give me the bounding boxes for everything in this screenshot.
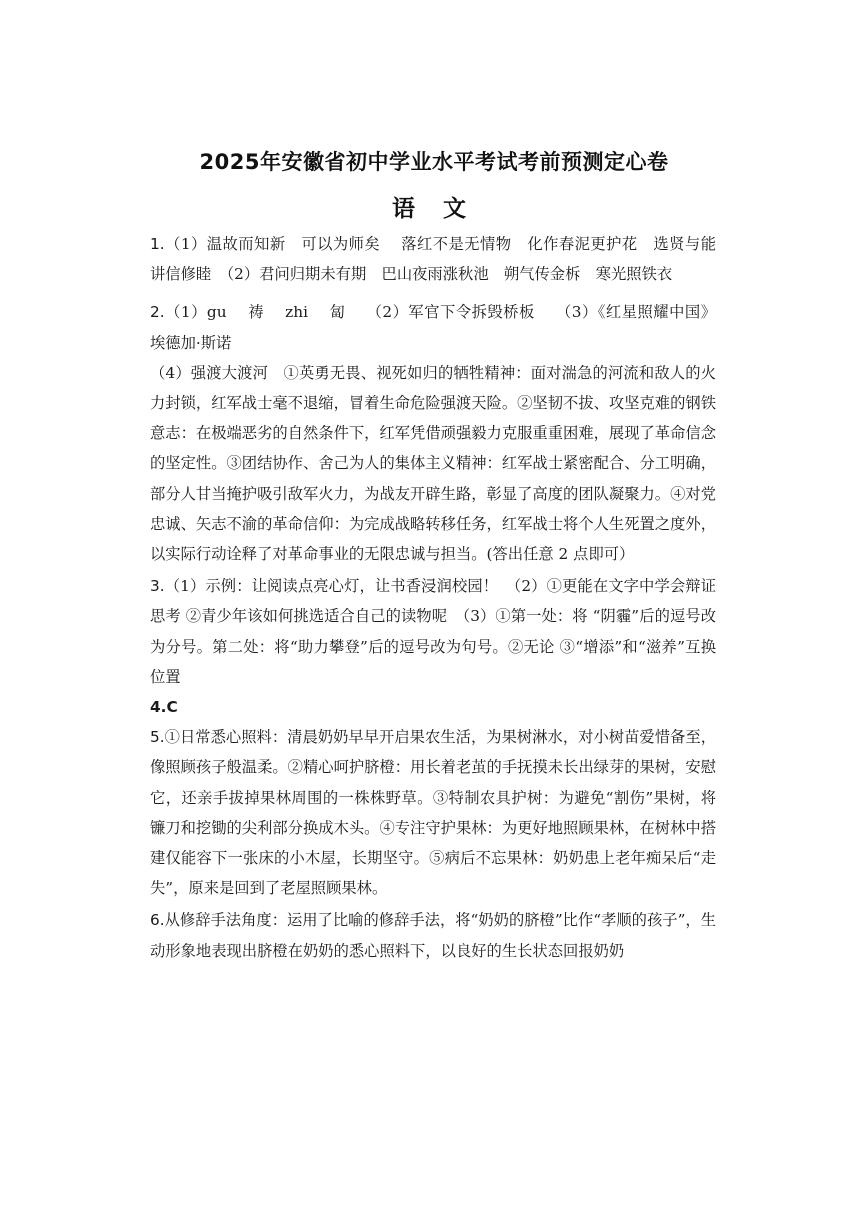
- answer-item-2: [150, 297, 716, 357]
- answer-item-5: [150, 722, 716, 903]
- answer-item-3: [150, 571, 716, 692]
- answer-text: （1）示例：让阅读点亮心灯，让书香浸润校园！ （2）①更能在文字中学会辩证思考 ②青少年该如何挑选适合自己的读物呢 （3）①第一处：将 “阴霾”后的逗号改为分号。第二处：将“助力攀登”后的逗号改为句号。②无论 ③“增添”和“滋养”互换位置: [150, 577, 716, 686]
- answer-body: [150, 229, 732, 966]
- answer-text: （4）强渡大渡河 ①英勇无畏、视死如归的牺牲精神：面对湍急的河流和敌人的火力封锁，红军战士毫不退缩，冒着生命危险强渡天险。②坚韧不拔、攻坚克难的钢铁意志：在极端恶劣的自然条件下，红军凭借顽强毅力克服重重困难，展现了革命信念的坚定性。③团结协作、舍己为人的集体主义精神：红军战士紧密配合、分工明确，部分人甘当掩护吸引敌军火力，为战友开辟生路，彰显了高度的团队凝聚力。④对党忠诚、矢志不渝的革命信仰：为完成战略转移任务，红军战士将个人生死置之度外，以实际行动诠释了对革命事业的无限忠诚与担当。(答出任意 2 点即可）: [150, 363, 716, 564]
- answer-text: （1）温故而知新 可以为师矣 落红不是无情物 化作春泥更护花 选贤与能 讲信修睦 （2）君问归期未有期 巴山夜雨涨秋池 朔气传金柝 寒光照铁衣: [150, 235, 732, 284]
- answer-number: 4.: [150, 698, 167, 717]
- answer-item-1: [150, 229, 732, 289]
- answer-text: （1）gu 祷 zhi 匐 （2）军官下令拆毁桥板 （3）《红星照耀中国》 埃德加·斯诺: [150, 303, 716, 352]
- answer-text: 从修辞手法角度：运用了比喻的修辞手法，将“奶奶的脐橙”比作“孝顺的孩子”，生动形象地表现出脐橙在奶奶的悉心照料下，以良好的生长状态回报奶奶: [150, 911, 716, 960]
- answer-text: C: [166, 698, 178, 717]
- answer-number: 6.: [150, 911, 165, 930]
- answer-number: 1.: [150, 235, 165, 253]
- answer-number: 3.: [150, 577, 165, 596]
- answer-item-2-part-4: [150, 358, 716, 569]
- answer-number: 2.: [150, 303, 165, 322]
- answer-item-4: [150, 692, 716, 722]
- answer-text: ①日常悉心照料：清晨奶奶早早开启果农生活，为果树淋水，对小树苗爱惜备至，像照顾孩子般温柔。②精心呵护脐橙：用长着老茧的手抚摸未长出绿芽的果树，安慰它，还亲手拔掉果林周围的一株株野草。③特制农具护树：为避免“割伤”果树，将镰刀和挖锄的尖利部分换成木头。④专注守护果林：为更好地照顾果林，在树林中搭建仅能容下一张床的小木屋，长期坚守。⑤病后不忘果林：奶奶患上老年痴呆后“走失”，原来是回到了老屋照顾果林。: [150, 728, 716, 898]
- document-title: 2025年安徽省初中学业水平考试考前预测定心卷: [199, 150, 669, 174]
- answer-number: 5.: [150, 728, 165, 747]
- subject-title: 语 文: [391, 196, 476, 222]
- answer-item-6: [150, 905, 716, 965]
